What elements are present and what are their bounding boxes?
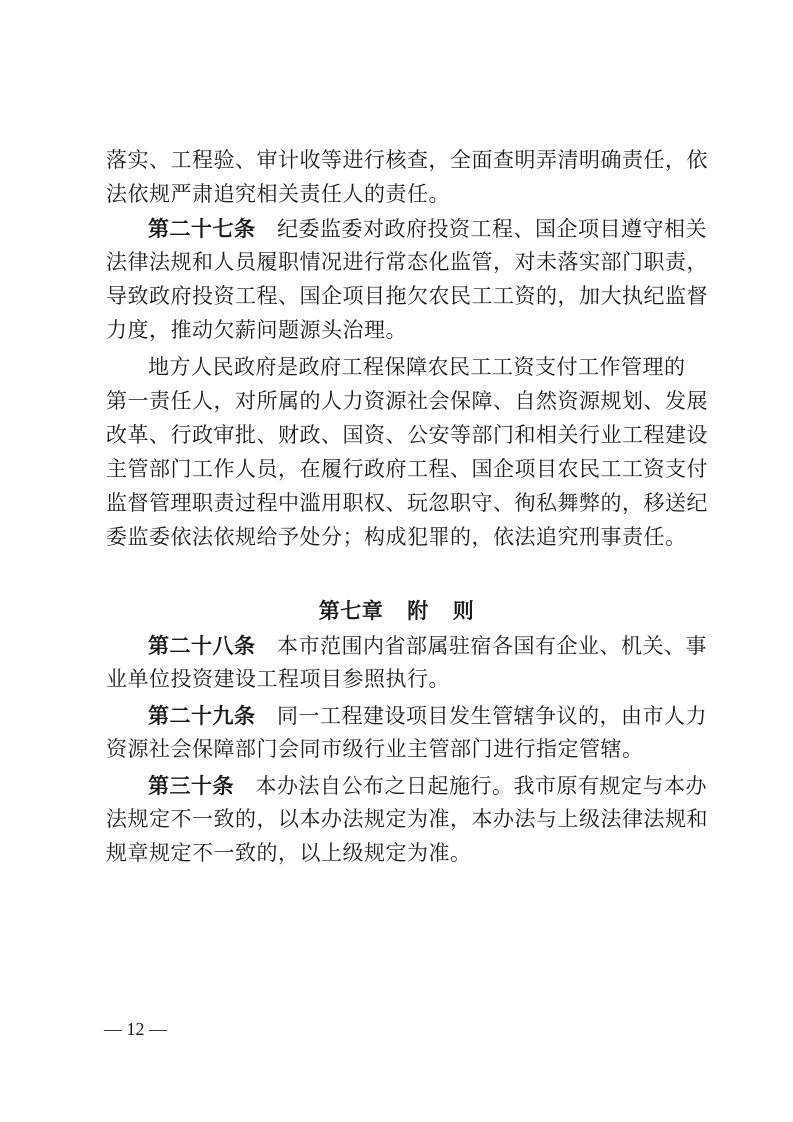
article-28 (148, 635, 733, 657)
text-line: 改革、行政审批、财政、国资、公安等部门和相关行业工程建设 (106, 423, 708, 447)
article-text: 纪委监委对政府投资工程、国企项目遵守相关 (277, 217, 708, 241)
text-line: 法律法规和人员履职情况进行常态化监管，对未落实部门职责， (106, 250, 708, 274)
text-line: 资源社会保障部门会同市级行业主管部门进行指定管辖。 (106, 737, 644, 761)
chapter-title (0, 600, 793, 621)
chapter-number: 第七章 (318, 598, 384, 623)
text-line: 监督管理职责过程中滥用职权、玩忽职守、徇私舞弊的，移送纪 (106, 491, 708, 515)
article-30 (148, 775, 733, 797)
article-text: 本市范围内省部属驻宿各国有企业、机关、事 (277, 634, 708, 658)
text-line: 第一责任人，对所属的人力资源社会保障、自然资源规划、发展 (106, 389, 708, 413)
text-line: 力度，推动欠薪问题源头治理。 (106, 318, 407, 342)
article-label: 第二十八条 (148, 633, 256, 658)
chapter-name-part: 附 (407, 598, 429, 623)
text-line: 业单位投资建设工程项目参照执行。 (106, 667, 450, 691)
article-27 (148, 218, 733, 240)
text-line: 落实、工程验、审计收等进行核查，全面查明弄清明确责任，依 (106, 148, 708, 172)
text-line: 地方人民政府是政府工程保障农民工工资支付工作管理的 (148, 355, 686, 379)
article-text: 同一工程建设项目发生管辖争议的，由市人力 (277, 704, 708, 728)
text-line: 导致政府投资工程、国企项目拖欠农民工工资的，加大执纪监督 (106, 284, 708, 308)
article-label: 第二十九条 (148, 703, 256, 728)
article-label: 第二十七条 (148, 216, 256, 241)
article-label: 第三十条 (148, 773, 234, 798)
article-text: 本办法自公布之日起施行。我市原有规定与本办 (255, 774, 708, 798)
page-number: — 12 — (104, 1019, 167, 1039)
article-29 (148, 705, 733, 727)
text-line: 法规定不一致的，以本办法规定为准，本办法与上级法律法规和 (106, 807, 708, 831)
text-line: 主管部门工作人员，在履行政府工程、国企项目农民工工资支付 (106, 457, 708, 481)
text-line: 法依规严肃追究相关责任人的责任。 (106, 182, 450, 206)
text-line: 委监委依法依规给予处分；构成犯罪的，依法追究刑事责任。 (106, 525, 687, 549)
chapter-name-part: 则 (452, 598, 475, 623)
text-line: 规章规定不一致的，以上级规定为准。 (106, 841, 472, 865)
